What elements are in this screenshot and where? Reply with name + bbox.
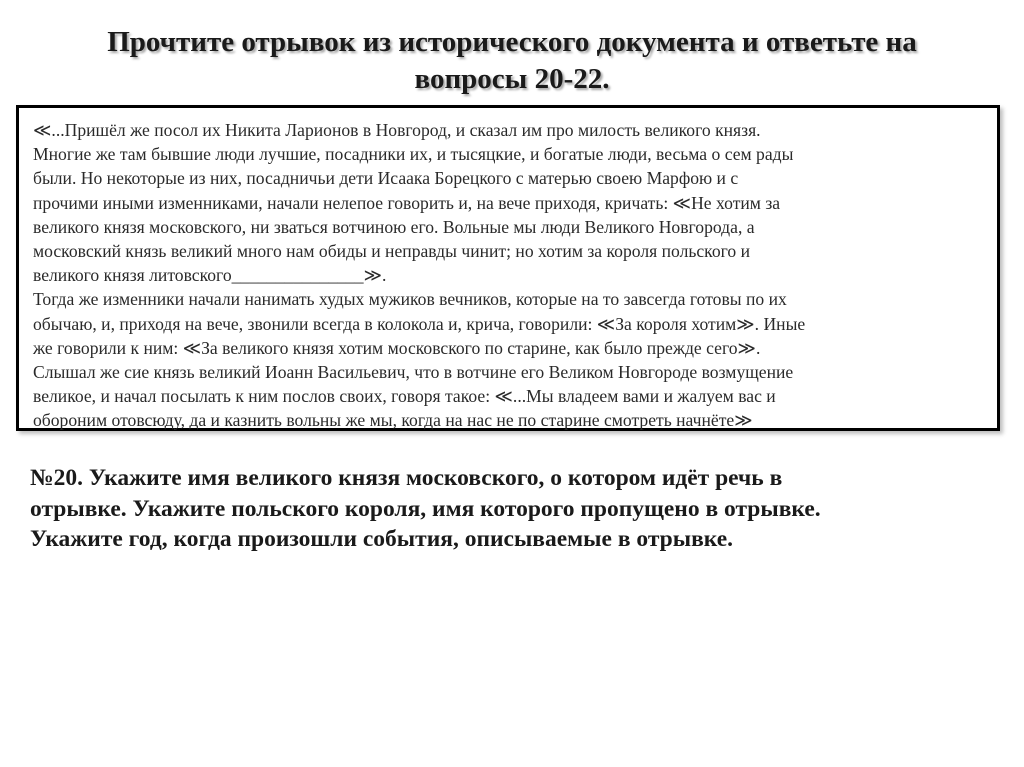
question-20 xyxy=(30,463,990,555)
excerpt-line: московский князь великий много нам обиды и неправды чинит; но хотим за короля польского и xyxy=(33,241,751,262)
excerpt-line: же говорили к ним: ≪За великого князя хотим московского по старине, как было прежде сего≫. xyxy=(33,337,761,358)
slide-title-line-2: вопросы 20-22. xyxy=(414,63,610,95)
question-line: отрывке. Укажите польского короля, имя которого пропущено в отрывке. xyxy=(30,495,821,522)
slide-title xyxy=(40,24,984,98)
excerpt-line: прочими иными изменниками, начали нелепое говорить и, на вече приходя, кричать: ≪Не хотим за xyxy=(33,192,781,213)
slide-title-line-1: Прочтите отрывок из исторического документа и ответьте на xyxy=(107,26,917,58)
excerpt-line: ≪...Пришёл же посол их Никита Ларионов в Новгород, и сказал им про милость великого князя. xyxy=(33,120,761,140)
excerpt-line: великого князя московского, ни зваться вотчиною его. Вольные мы люди Великого Новгорода, а xyxy=(33,216,755,237)
question-line: №20. Укажите имя великого князя московского, о котором идёт речь в xyxy=(30,465,783,491)
excerpt-line: обороним отовсюду, да и казнить вольны же мы, когда на нас не по старине смотреть начнёте≫ xyxy=(33,410,753,431)
excerpt-line: Тогда же изменники начали нанимать худых мужиков вечников, которые на то завсегда готовы по их xyxy=(33,289,787,310)
excerpt-line: были. Но некоторые из них, посадничьи дети Исаака Борецкого с матерью своею Марфою и с xyxy=(33,168,739,189)
excerpt-line: великое, и начал посылать к ним послов своих, говоря такое: ≪...Мы владеем вами и жалуем вас и xyxy=(33,386,776,407)
excerpt-line: Многие же там бывшие люди лучшие, посадники их, и тысяцкие, и богатые люди, весьма о сем рады xyxy=(33,144,794,165)
excerpt-line: Слышал же сие князь великий Иоанн Васильевич, что в вотчине его Великом Новгороде возмущение xyxy=(33,362,794,383)
excerpt-line: великого князя литовского_______________≫. xyxy=(33,265,387,286)
document-excerpt-box xyxy=(16,105,1000,431)
question-line: Укажите год, когда произошли события, описываемые в отрывке. xyxy=(30,526,734,552)
excerpt-line: обычаю, и, приходя на вече, звонили всегда в колокола и, крича, говорили: ≪За короля хотим≫. Иные xyxy=(33,313,806,334)
